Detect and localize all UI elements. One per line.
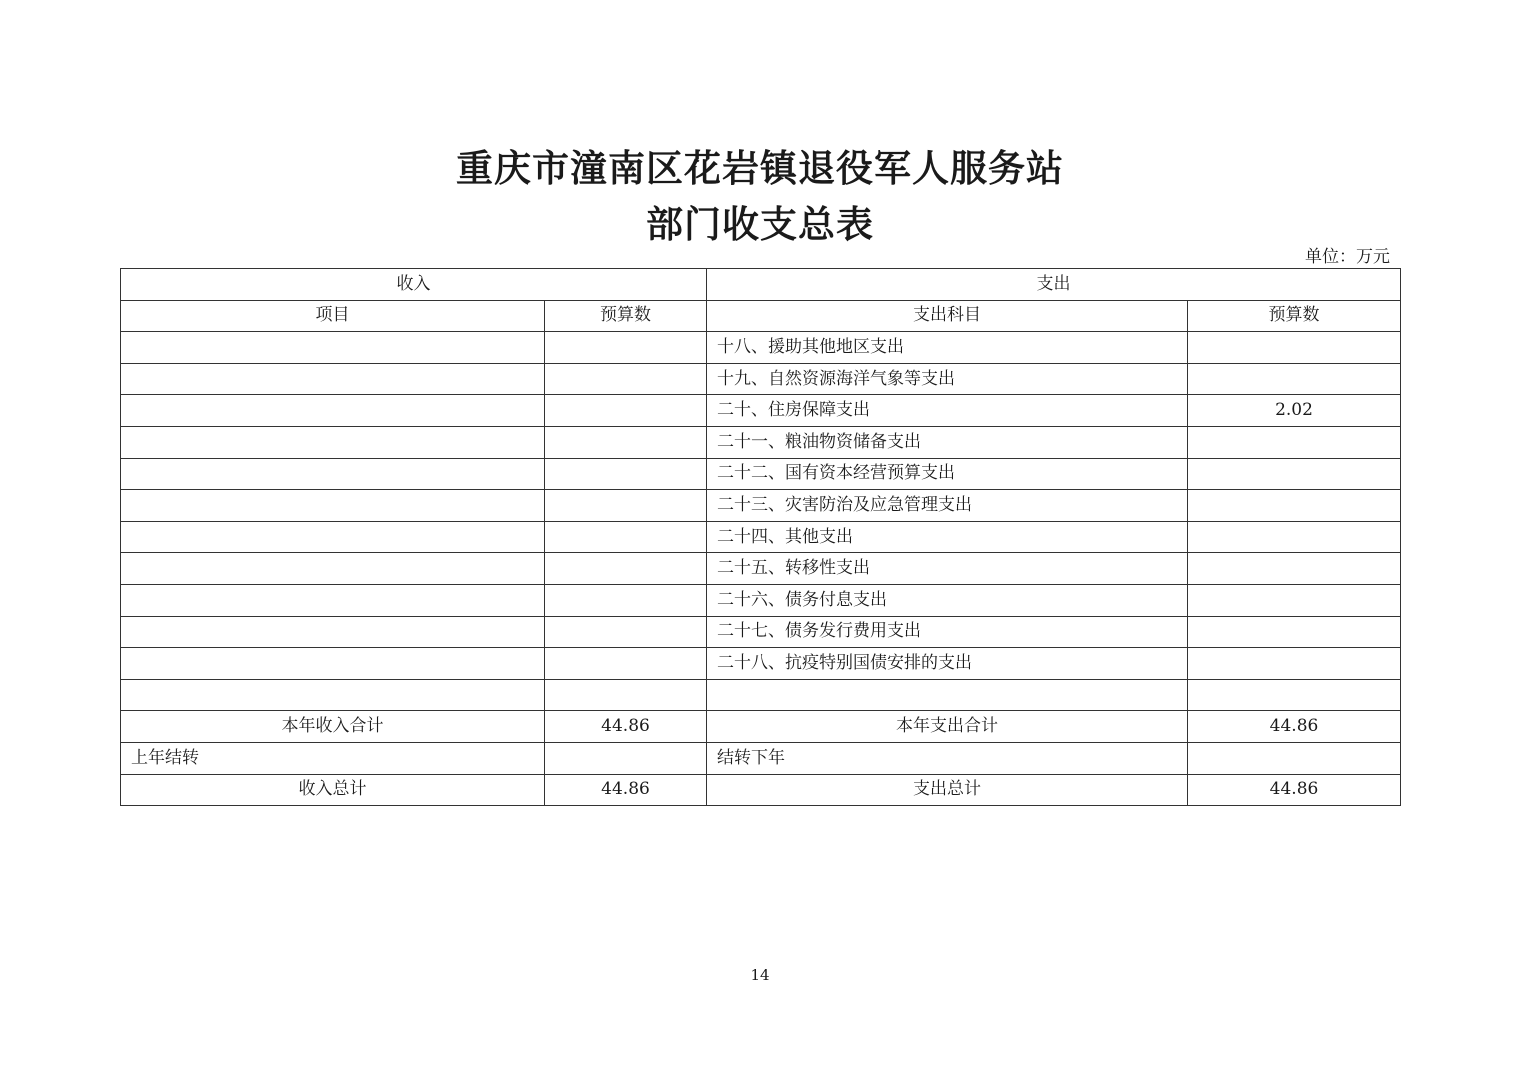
table-row — [121, 521, 1401, 553]
carry-to-next-year-label: 结转下年 — [707, 742, 1188, 774]
expense-grand-total-value: 44.86 — [1188, 774, 1401, 806]
income-budget-cell — [545, 521, 707, 553]
income-budget-cell — [545, 363, 707, 395]
income-item-cell — [121, 490, 545, 522]
table-row — [121, 395, 1401, 427]
expense-item-cell: 二十七、债务发行费用支出 — [707, 616, 1188, 648]
income-item-cell — [121, 553, 545, 585]
expense-item-cell: 二十二、国有资本经营预算支出 — [707, 458, 1188, 490]
income-budget-cell — [545, 426, 707, 458]
table-row — [121, 616, 1401, 648]
expense-grand-total-label: 支出总计 — [707, 774, 1188, 806]
income-item-cell — [121, 426, 545, 458]
expense-budget-cell — [1188, 363, 1401, 395]
expense-item-cell: 二十、住房保障支出 — [707, 395, 1188, 427]
carry-over-row — [121, 742, 1401, 774]
expense-budget-cell — [1188, 521, 1401, 553]
income-budget-cell — [545, 490, 707, 522]
income-item-cell — [121, 679, 545, 711]
year-income-total-value: 44.86 — [545, 711, 707, 743]
income-item-cell — [121, 395, 545, 427]
table-row — [121, 679, 1401, 711]
expense-item-cell: 二十五、转移性支出 — [707, 553, 1188, 585]
expense-item-cell: 二十八、抗疫特别国债安排的支出 — [707, 648, 1188, 680]
income-section-header: 收入 — [121, 269, 707, 301]
prior-year-carryover-label: 上年结转 — [121, 742, 545, 774]
expense-section-header: 支出 — [707, 269, 1401, 301]
column-header-item: 项目 — [121, 300, 545, 332]
year-expense-total-value: 44.86 — [1188, 711, 1401, 743]
expense-budget-cell — [1188, 679, 1401, 711]
section-header-row — [121, 269, 1401, 301]
page-number: 14 — [750, 966, 770, 984]
expense-budget-cell — [1188, 584, 1401, 616]
income-budget-cell — [545, 553, 707, 585]
expense-budget-cell: 2.02 — [1188, 395, 1401, 427]
expense-item-cell — [707, 679, 1188, 711]
income-grand-total-label: 收入总计 — [121, 774, 545, 806]
income-budget-cell — [545, 332, 707, 364]
expense-budget-cell — [1188, 458, 1401, 490]
table-row — [121, 363, 1401, 395]
income-item-cell — [121, 521, 545, 553]
expense-budget-cell — [1188, 553, 1401, 585]
table-row — [121, 553, 1401, 585]
column-header-expense-budget: 预算数 — [1188, 300, 1401, 332]
income-item-cell — [121, 363, 545, 395]
column-header-row — [121, 300, 1401, 332]
income-item-cell — [121, 332, 545, 364]
year-income-total-label: 本年收入合计 — [121, 711, 545, 743]
column-header-expense-item: 支出科目 — [707, 300, 1188, 332]
table-row — [121, 426, 1401, 458]
expense-item-cell: 十九、自然资源海洋气象等支出 — [707, 363, 1188, 395]
carry-to-next-year-value — [1188, 742, 1401, 774]
expense-item-cell: 二十一、粮油物资储备支出 — [707, 426, 1188, 458]
table-row — [121, 490, 1401, 522]
table-row — [121, 584, 1401, 616]
income-item-cell — [121, 648, 545, 680]
grand-total-row — [121, 774, 1401, 806]
document-subtitle: 部门收支总表 — [646, 202, 874, 246]
income-item-cell — [121, 584, 545, 616]
income-budget-cell — [545, 584, 707, 616]
prior-year-carryover-value — [545, 742, 707, 774]
expense-item-cell: 十八、援助其他地区支出 — [707, 332, 1188, 364]
income-item-cell — [121, 458, 545, 490]
expense-budget-cell — [1188, 648, 1401, 680]
table-row — [121, 458, 1401, 490]
table-row — [121, 648, 1401, 680]
expense-item-cell: 二十四、其他支出 — [707, 521, 1188, 553]
income-budget-cell — [545, 458, 707, 490]
income-budget-cell — [545, 616, 707, 648]
expense-item-cell: 二十六、债务付息支出 — [707, 584, 1188, 616]
year-total-row — [121, 711, 1401, 743]
expense-item-cell: 二十三、灾害防治及应急管理支出 — [707, 490, 1188, 522]
expense-budget-cell — [1188, 490, 1401, 522]
column-header-income-budget: 预算数 — [545, 300, 707, 332]
document-title: 重庆市潼南区花岩镇退役军人服务站 — [456, 146, 1064, 190]
unit-label: 单位：万元 — [1305, 247, 1390, 267]
table-row — [121, 332, 1401, 364]
income-grand-total-value: 44.86 — [545, 774, 707, 806]
income-budget-cell — [545, 648, 707, 680]
income-budget-cell — [545, 395, 707, 427]
income-item-cell — [121, 616, 545, 648]
expense-budget-cell — [1188, 426, 1401, 458]
budget-table — [120, 268, 1401, 806]
year-expense-total-label: 本年支出合计 — [707, 711, 1188, 743]
expense-budget-cell — [1188, 616, 1401, 648]
income-budget-cell — [545, 679, 707, 711]
expense-budget-cell — [1188, 332, 1401, 364]
